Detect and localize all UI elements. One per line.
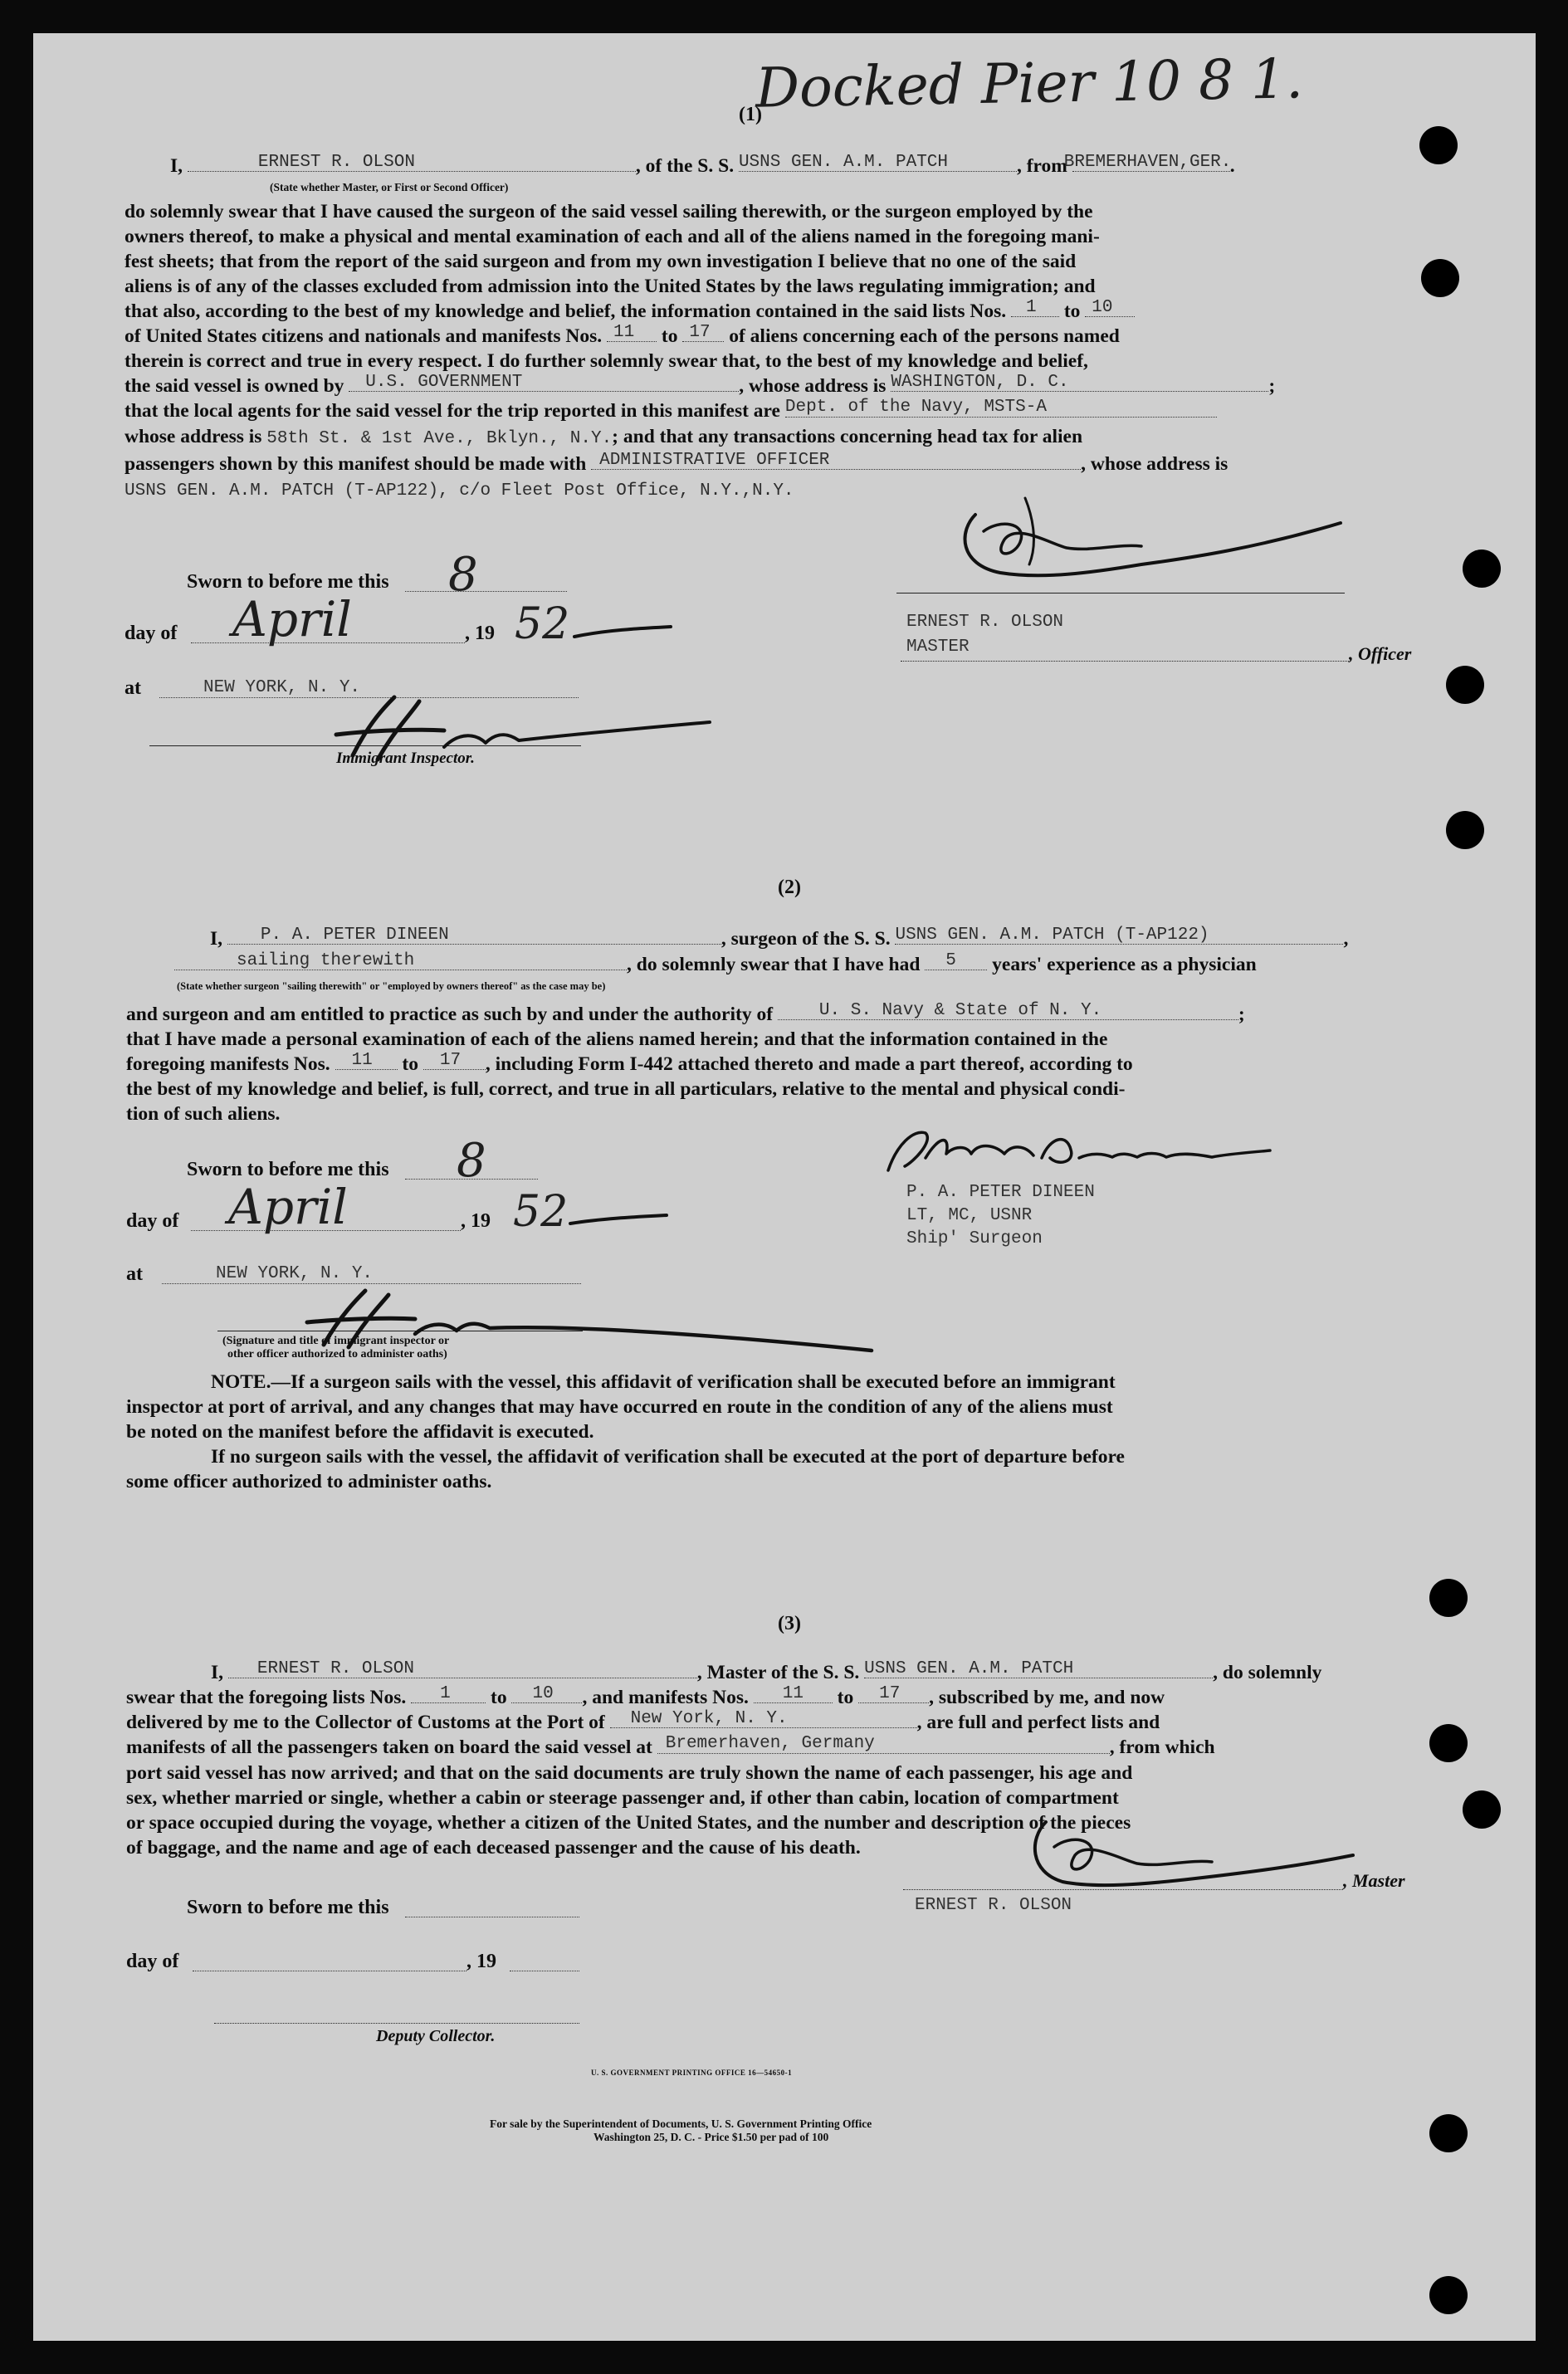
lists-from: 1 <box>1025 298 1037 317</box>
day-of-label-3: day of <box>126 1951 179 1972</box>
manifests-to: 17 <box>689 323 711 343</box>
officer-signature-line <box>896 593 1345 594</box>
section-number: (2) <box>778 877 801 898</box>
section1-body: do solemnly swear that I have caused the surgeon of the said vessel sailing therewith, or the surgeon employed by the owners thereof, to make a physical and mental examination of each and all of the aliens named in the foregoing mani- fest sheets; that from the report of the said surgeon and from my own investigation I believe that no one of the said aliens is of any of the classes excluded from admission into the United States by the laws regulating immigration; and that also, according to the best of my knowledge and belief, the information contained in the said lists Nos. 1 to 10 of United States citizens and nationals and manifests Nos. 11 to 17 of aliens concerning each of the persons named therein is correct and true in every respect. I do further solemnly swear that, to the best of my knowledge and belief, the said vessel is owned by U.S. GOVERNMENT , whose address is WASHINGTON, D. C. ; that the local agents for the said vessel for the trip reported in this manifest are Dept. of the Navy, MSTS-A whose address is 58th St. & 1st Ave., Bklyn., N.Y.; and that any transactions concerning head tax for alien passengers shown by this manifest should be made with ADMINISTRATIVE OFFICER , whose address is USNS GEN. A.M. PATCH (T-AP122), c/o Fleet Post Office, N.Y.,N.Y. <box>125 201 1276 501</box>
punch-hole <box>1429 2114 1468 2152</box>
lists-from-3: 1 <box>440 1684 451 1704</box>
manifests-to-3: 17 <box>879 1684 901 1704</box>
punch-hole <box>1463 550 1501 588</box>
sworn-day-1: 8 <box>448 548 478 602</box>
punch-hole <box>1429 1579 1468 1617</box>
surgeon-name: P. A. PETER DINEEN <box>260 926 449 945</box>
practice-authority: U. S. Navy & State of N. Y. <box>818 1001 1102 1020</box>
note-block: NOTE.—If a surgeon sails with the vessel, this affidavit of verification shall be executed before an immigrant inspector at port of arrival, and any changes that may have occurred en route in the condition of any of the aliens must be noted on the manifest before the affidavit is executed. If no surgeon sails with the vessel, the affidavit of verification shall be executed at the port of departure before some officer authorized to administer oaths. <box>126 1371 1125 1492</box>
handwritten-annotation: Docked Pier 10 8 1. <box>755 46 1304 120</box>
port-of-departure: Bremerhaven, Germany <box>665 1734 875 1754</box>
month-2: April <box>228 1179 348 1235</box>
officer-caption: (State whether Master, or First or Second Officer) <box>270 181 509 193</box>
lists-to: 10 <box>1092 298 1113 317</box>
punch-hole <box>1429 1724 1468 1762</box>
collector-caption: Deputy Collector. <box>376 2027 496 2045</box>
owner: U.S. GOVERNMENT <box>365 373 523 393</box>
surgeon-rank: LT, MC, USNR <box>906 1206 1033 1225</box>
port-of-arrival: New York, N. Y. <box>630 1709 788 1729</box>
ship-name-3: USNS GEN. A.M. PATCH <box>864 1659 1074 1678</box>
manifests-from-3: 11 <box>782 1684 804 1704</box>
officer-label: , Officer <box>1349 643 1412 664</box>
owner-address: WASHINGTON, D. C. <box>891 373 1069 393</box>
oath-caption-2: other officer authorized to administer oaths) <box>227 1348 447 1360</box>
surgeon-typed-name: P. A. PETER DINEEN <box>906 1183 1095 1202</box>
years-experience: 5 <box>945 951 956 970</box>
punch-hole <box>1463 1790 1501 1829</box>
section1-header-line: I, ERNEST R. OLSON , of the S. S. USNS GEN. A.M. PATCH , from BREMERHAVEN,GER. . <box>170 154 1432 178</box>
ship-name: USNS GEN. A.M. PATCH <box>738 153 948 172</box>
section2-line2: sailing therewith , do solemnly swear that I have had 5 years' experience as a physician <box>174 952 1436 977</box>
section2-header-line: I, P. A. PETER DINEEN , surgeon of the S. S. USNS GEN. A.M. PATCH (T-AP122) , <box>210 926 1434 951</box>
head-tax-address: USNS GEN. A.M. PATCH (T-AP122), c/o Fleet Post Office, N.Y.,N.Y. <box>125 481 794 501</box>
ship-name-2: USNS GEN. A.M. PATCH (T-AP122) <box>895 926 1209 945</box>
master-name: ERNEST R. OLSON <box>256 1659 414 1678</box>
lists-to-3: 10 <box>532 1684 554 1704</box>
punch-hole <box>1429 2276 1468 2314</box>
sworn-label-3: Sworn to before me this <box>187 1897 389 1918</box>
manifests-from: 11 <box>613 323 635 343</box>
month-1: April <box>232 591 352 647</box>
manifests-to-2: 17 <box>439 1051 462 1071</box>
surgeon-signature <box>880 1121 1278 1187</box>
day-of-label-2: day of <box>126 1210 179 1232</box>
note-label: NOTE. <box>211 1371 271 1393</box>
master-signature-line <box>903 1889 1343 1890</box>
sworn-day-2: 8 <box>457 1134 486 1188</box>
section2-body: and surgeon and am entitled to practice as such by and under the authority of U. S. Navy & State of N. Y. ; that I have made a personal examination of each of the aliens named herein; and that the information contained in the foregoing manifests Nos. 11 to 17 , including Form I-442 attached thereto and made a part thereof, according to the best of my knowledge and belief, is full, correct, and true in all particulars, relative to the mental and physical condi- tion of such aliens. <box>126 1002 1429 1126</box>
place-2: NEW YORK, N. Y. <box>216 1264 374 1283</box>
sale-notice-1: For sale by the Superintendent of Documents, U. S. Government Printing Office <box>490 2118 872 2130</box>
officer-name: ERNEST R. OLSON <box>257 153 415 172</box>
year-1: 52 <box>515 599 570 649</box>
surgeon-status: sailing therewith <box>237 951 415 970</box>
master-label: , Master <box>1343 1870 1405 1891</box>
agents-address: 58th St. & 1st Ave., Bklyn., N.Y. <box>266 428 613 448</box>
officer-typed-name: ERNEST R. OLSON <box>906 613 1064 632</box>
master-typed-name: ERNEST R. OLSON <box>915 1896 1072 1915</box>
section-number: (1) <box>739 104 762 125</box>
sworn-label-1: Sworn to before me this <box>187 571 389 593</box>
inspector-caption: Immigrant Inspector. <box>336 750 475 767</box>
day-of-label-1: day of <box>125 623 178 644</box>
status-caption: (State whether surgeon "sailing therewith" or "employed by owners thereof" as the case may be) <box>177 980 606 992</box>
master-signature-3 <box>1013 1805 1361 1897</box>
sworn-label-2: Sworn to before me this <box>187 1159 389 1180</box>
at-label-1: at <box>125 677 141 699</box>
surgeon-title: Ship' Surgeon <box>906 1229 1043 1248</box>
head-tax-agent: ADMINISTRATIVE OFFICER <box>599 450 830 470</box>
section-number: (3) <box>778 1613 801 1634</box>
manifests-from-2: 11 <box>351 1051 373 1071</box>
punch-hole <box>1446 666 1484 704</box>
at-label-2: at <box>126 1263 143 1285</box>
sale-notice-2: Washington 25, D. C. - Price $1.50 per pad of 100 <box>593 2131 829 2143</box>
agents: Dept. of the Navy, MSTS-A <box>784 398 1047 418</box>
oath-caption-1: (Signature and title of immigrant inspector or <box>222 1335 450 1347</box>
punch-hole <box>1446 811 1484 849</box>
place-1: NEW YORK, N. Y. <box>203 678 361 697</box>
manifest-affidavit-page: Docked Pier 10 8 1. (1) I, ERNEST R. OLSON , of the S. S. USNS GEN. A.M. PATCH , from BREMERHAVEN,GER. . (State whether Master, or First or Second Officer) do solemnly swear that I have caused the surgeon of the said vessel sailing therewith, or the surgeon employed by the owners thereof, to make a physical and mental examination of each and all of the aliens named in the foregoing mani- fest sheets; that from the report of the said surgeon and from my own investigation I believe that no one of the said aliens is of any of the classes excluded from admission into the United States by the laws regulating immigration; and that also, according to the best of my knowledge and belief, the information contained in the said lists Nos. 1 to 10 of United States citizens and nationals and manifests Nos. 11 to 17 of aliens concerning each of the persons named therein is correct and true in every respect. I do further solemnly swear that, to the best of my knowledge and belief, the said vessel is owned by U.S. GOVERNMENT , whose address is WASHINGTON, D. C. ; that the local agents for the said vessel for the trip reported in this manifest are Dept. of the Navy, MSTS-A whose address is 58th St. & 1st Ave., Bklyn., N.Y.; and that any transactions concerning head tax for alien passengers shown by this manifest should be made with ADMINISTRATIVE OFFICER , whose address is USNS GEN. A.M. PATCH (T-AP122), c/o Fleet Post Office, N.Y.,N.Y. Sworn to before me this 8 day of April , 19 52 at NEW YORK, N. Y. Immigrant Inspector. ERNEST R. OLSON MASTER , Officer (2) I, P. A. PETER DINEEN , surgeon of the S. S. USNS GEN. A.M. PATCH (T-AP122) , sailing therewith , do solemnly swear that I have had 5 years' experience as a physician (State whether surgeon "sailing therewith" or "employed by owners thereof" as the case may be) and surgeon and am entitled to practice as such by and under the authority of U. S. Navy & State of N. Y. ; that I have made a personal examination of each of the aliens named herein; and that the information contained in the foregoing manifests Nos. 11 to 17 , including Form I-442 attached thereto and made a part thereof, according to the best of my knowledge and belief, is full, correct, and true in all particulars, relative to the mental and physical condi- tion of such aliens. Sworn to before me this 8 day of April , 19 52 at NEW YORK, N. Y. (Signature and title of immigrant inspector or other officer authorized to administer oaths) P. A. PETER DINEEN LT, MC, USNR Ship' Surgeon NOTE.—If a surgeon sails with the vessel, this affidavit of verification shall be executed before an immigrant inspector at port of arrival, and any changes that may have occurred en route in the condition of any of the aliens must be noted on the manifest before the affidavit is executed. If no surgeon sails with the vessel, the affidavit of verification shall be executed at the port of departure before some officer authorized to administer oaths. (3) I, ERNEST R. OLSON , Master of the S. S. USNS GEN. A.M. PATCH , do solemnly swear that the foregoing lists Nos. 1 to 10 , and manifests Nos. 11 to 17 , subscribed by me, and now delivered by me to the Collector of Customs at the Port of New York, N. Y. , are full and perfect lists and manifests of all the passengers taken on board the said vessel at Bremerhaven, Germany , from which port said vessel has now arrived; and that on the said documents are truly shown the name of each passenger, his age and sex, whether married or single, whether a cabin or steerage passenger and, if other than cabin, location of compartment or space occupied during the voyage, whether a citizen of the United States, and the number and description of the pieces of baggage, and the name and age of each deceased passenger and the cause of his death. , Master ERNEST R. OLSON Sworn to before me this day of , 19 Deputy Collector. U. S. GOVERNMENT PRINTING OFFICE 16—54650-1 For sale by the Superintendent of Documents, U. S. Government Printing Office Washington 25, D. C. - Price $1.50 per pad of 100 <box>33 33 1536 2341</box>
section3-body: I, ERNEST R. OLSON , Master of the S. S. USNS GEN. A.M. PATCH , do solemnly swear that the foregoing lists Nos. 1 to 10 , and manifests Nos. 11 to 17 , subscribed by me, and now delivered by me to the Collector of Customs at the Port of New York, N. Y. , are full and perfect lists and manifests of all the passengers taken on board the said vessel at Bremerhaven, Germany , from which port said vessel has now arrived; and that on the said documents are truly shown the name of each passenger, his age and sex, whether married or single, whether a cabin or steerage passenger and, if other than cabin, location of compartment or space occupied during the voyage, whether a citizen of the United States, and the number and description of the pieces of baggage, and the name and age of each deceased passenger and the cause of his death. <box>126 1660 1429 1860</box>
master-signature <box>926 481 1357 589</box>
year-2: 52 <box>513 1187 569 1237</box>
port-from: BREMERHAVEN,GER. <box>1063 153 1232 172</box>
collector-signature-line <box>214 2023 579 2024</box>
officer-rank: MASTER <box>906 637 970 657</box>
gpo-imprint: U. S. GOVERNMENT PRINTING OFFICE 16—54650-1 <box>591 2069 793 2077</box>
